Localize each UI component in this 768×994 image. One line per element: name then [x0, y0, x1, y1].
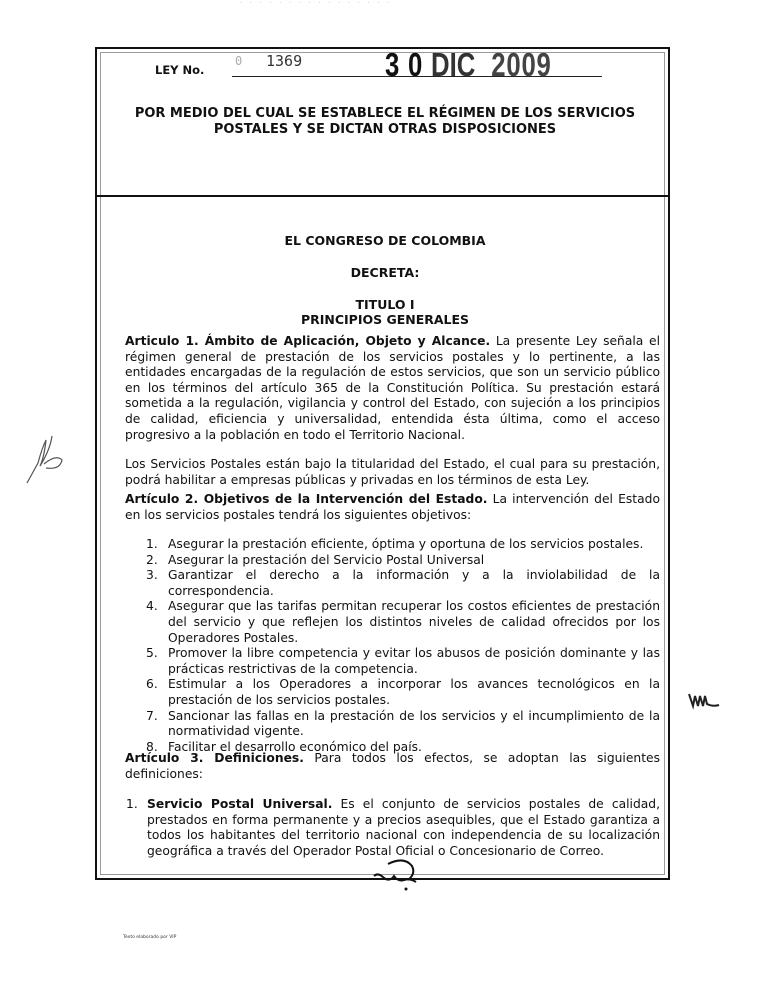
titulo-name: PRINCIPIOS GENERALES [300, 312, 470, 327]
ley-label: LEY No. [155, 63, 205, 77]
list-item: 2. Asegurar la prestación del Servicio Postal Universal [146, 552, 485, 567]
list-item: 6. Estimular a los Operadores a incorporar los avances tecnológicos en la prestación de los servicios postales. [146, 677, 660, 707]
law-title-line2: POSTALES Y SE DICTAN OTRAS DISPOSICIONES [213, 122, 557, 137]
stamp-month: DIC [431, 46, 476, 83]
scan-artifacts: · · · · · · · · · · · · · · · · [240, 0, 393, 7]
article-3-text: Para todos los efectos, se adoptan las siguientes definiciones: [125, 751, 660, 781]
law-title [100, 106, 670, 138]
signature-flourish [368, 856, 428, 892]
list-item: 3. Garantizar el derecho a la información y a la inviolabilidad de la correspondencia. [146, 568, 660, 598]
definition-item: 1. Servicio Postal Universal. Es el conjunto de servicios postales de calidad, prestados en forma permanente y a precios asequibles, que el Estado garantiza a todos los habitantes del territorio nacional con independencia de su localización geográfica a través del Operador Postal Oficial o Concesionario de Correo. [126, 797, 661, 858]
stamp-day: 3 0 [385, 46, 424, 83]
definition-text: Es el conjunto de servicios postales de calidad, prestados en forma permanente y a precios asequibles, que el Estado garantiza a todos los habitantes del territorio nacional con independencia de su localización geográfica a través del Operador Postal Oficial o Concesionario de Correo. [147, 797, 661, 858]
titulo-heading [100, 297, 670, 327]
ley-faint-mark: 0 [235, 54, 243, 68]
issuer-heading: EL CONGRESO DE COLOMBIA [284, 233, 486, 248]
decreta-heading: DECRETA: [350, 265, 420, 280]
ley-number: 1369 [266, 52, 303, 70]
list-item: 5. Promover la libre competencia y evitar los abusos de posición dominante y las prácticas restrictivas de la competencia. [146, 646, 660, 676]
titulo-number: TITULO I [355, 297, 415, 312]
list-item: 7. Sancionar las fallas en la prestación de los servicios y el incumplimiento de la normatividad vigente. [146, 708, 660, 739]
date-stamp [385, 46, 552, 84]
list-item: 8. Facilitar el desarrollo económico del país. [146, 739, 422, 754]
article-2-text: La intervención del Estado en los servicios postales tendrá los siguientes objetivos: [125, 492, 660, 522]
definition-term: Servicio Postal Universal. [147, 797, 333, 811]
article-3-heading: Artículo 3. Definiciones. [125, 751, 304, 765]
article-3 [125, 751, 660, 782]
list-item: 1. Asegurar la prestación eficiente, óptima y oportuna de los servicios postales. [146, 537, 644, 551]
article-2-objectives-list [146, 537, 660, 755]
ley-number-row [155, 46, 615, 83]
stamp-year: 2009 [491, 46, 552, 83]
article-2 [125, 492, 660, 523]
article-1-heading: Articulo 1. Ámbito de Aplicación, Objeto y Alcance. [125, 334, 491, 348]
margin-initials-right [687, 690, 721, 710]
article-1-text: La presente Ley señala el régimen general de prestación de los servicios postales y lo pertinente, a las entidades encargadas de la regulación de estos servicios, que son un servicio público en los términos del artículo 365 de la Constitución Política. Su prestación estará sometida a la regulación, vigilancia y control del Estado, con sujeción a los principios de calidad, eficiencia y universalidad, entendida ésta última, como el acceso progresivo a la población en todo el Territorio Nacional. [125, 334, 660, 442]
list-item: 4. Asegurar que las tarifas permitan recuperar los costos eficientes de prestación del servicio y que reflejen los distintos niveles de calidad ofrecidos por los Operadores Postales. [146, 599, 660, 645]
article-1-paragraph-2: Los Servicios Postales están bajo la titularidad del Estado, el cual para su prestación, podrá habilitar a empresas públicas y privadas en los términos de esta Ley. [125, 457, 660, 487]
footer-note: Texto elaborado por VIP [123, 935, 177, 940]
header-divider [97, 195, 668, 197]
margin-initials-left [22, 428, 72, 488]
law-title-line1: POR MEDIO DEL CUAL SE ESTABLECE EL RÉGIMEN DE LOS SERVICIOS [134, 106, 636, 121]
article-2-heading: Artículo 2. Objetivos de la Intervención del Estado. [125, 492, 488, 506]
article-1 [125, 334, 660, 443]
